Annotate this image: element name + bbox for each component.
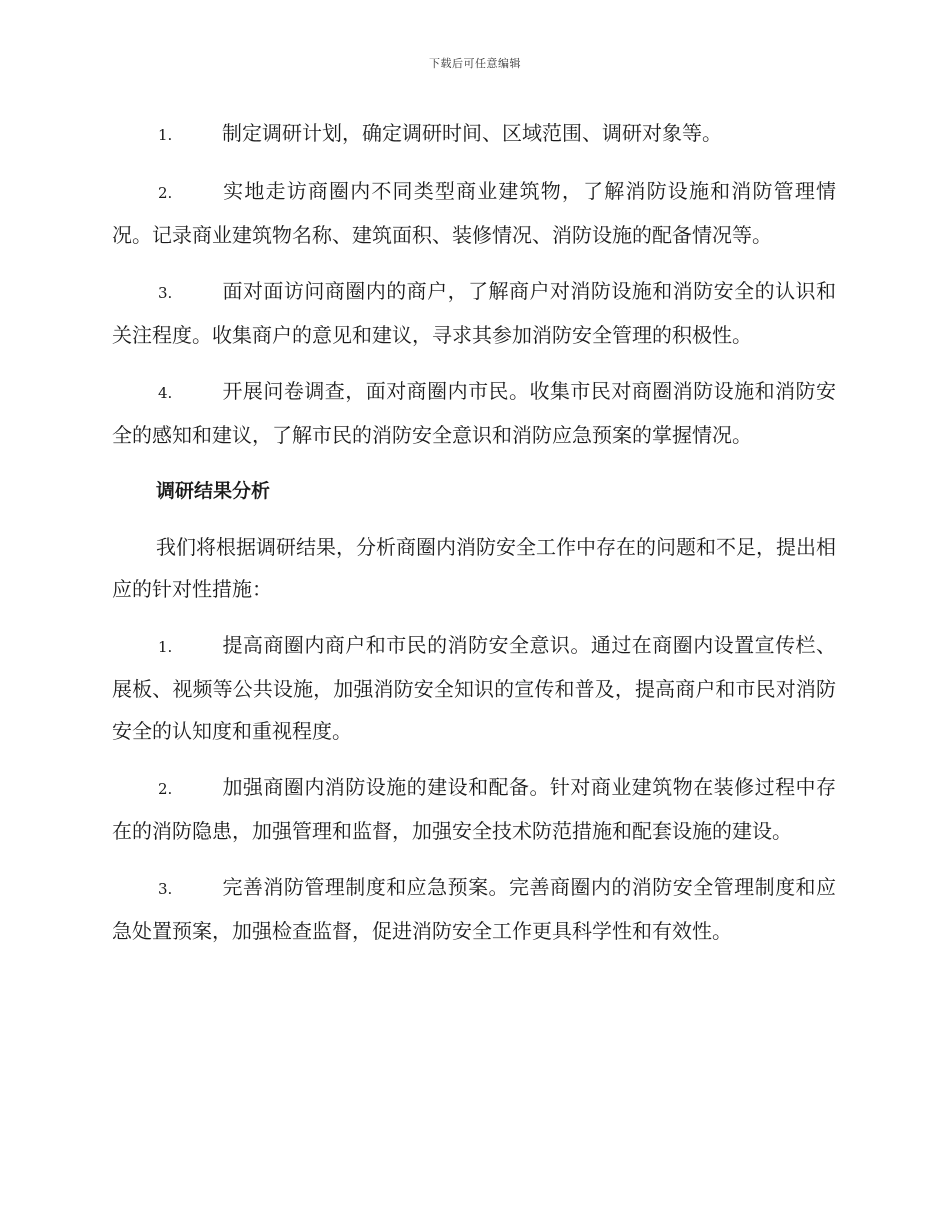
page-header: 下载后可任意编辑: [429, 57, 521, 70]
list-number: 4.: [158, 384, 173, 402]
list-text: 面对面访问商圈内的商户，了解商户对消防设施和消防安全的认识和关注程度。收集商户的意见和建议，寻求其参加消防安全管理的积极性。: [112, 279, 836, 347]
list-number: 2.: [158, 184, 173, 202]
intro-paragraph: 我们将根据调研结果，分析商圈内消防安全工作中存在的问题和不足，提出相应的针对性措施：: [112, 535, 836, 601]
list-text: 提高商圈内商户和市民的消防安全意识。通过在商圈内设置宣传栏、展板、视频等公共设施，加强消防安全知识的宣传和普及，提高商户和市民对消防安全的认知度和重视程度。: [112, 633, 836, 743]
list-item: [112, 270, 836, 356]
list-text: 加强商圈内消防设施的建设和配备。针对商业建筑物在装修过程中存在的消防隐患，加强管理和监督，加强安全技术防范措施和配套设施的建设。: [112, 775, 836, 843]
document-body: [112, 112, 836, 966]
list-item: [112, 624, 836, 752]
list-item: [112, 866, 836, 952]
list-number: 3.: [158, 284, 173, 302]
list-text: 制定调研计划，确定调研时间、区域范围、调研对象等。: [222, 121, 722, 145]
list-item: [112, 112, 836, 156]
list-item: [112, 766, 836, 852]
list-number: 3.: [158, 880, 173, 898]
list-text: 开展问卷调查，面对商圈内市民。收集市民对商圈消防设施和消防安全的感知和建议，了解市民的消防安全意识和消防应急预案的掌握情况。: [112, 379, 836, 447]
list-number: 1.: [158, 638, 173, 656]
list-number: 1.: [158, 126, 173, 144]
list-number: 2.: [158, 780, 173, 798]
section-heading: 调研结果分析: [156, 480, 271, 502]
list-text: 完善消防管理制度和应急预案。完善商圈内的消防安全管理制度和应急处置预案，加强检查监督，促进消防安全工作更具科学性和有效性。: [112, 875, 836, 943]
list-item: [112, 370, 836, 456]
list-text: 实地走访商圈内不同类型商业建筑物，了解消防设施和消防管理情况。记录商业建筑物名称、建筑面积、装修情况、消防设施的配备情况等。: [112, 179, 836, 247]
list-item: [112, 170, 836, 256]
